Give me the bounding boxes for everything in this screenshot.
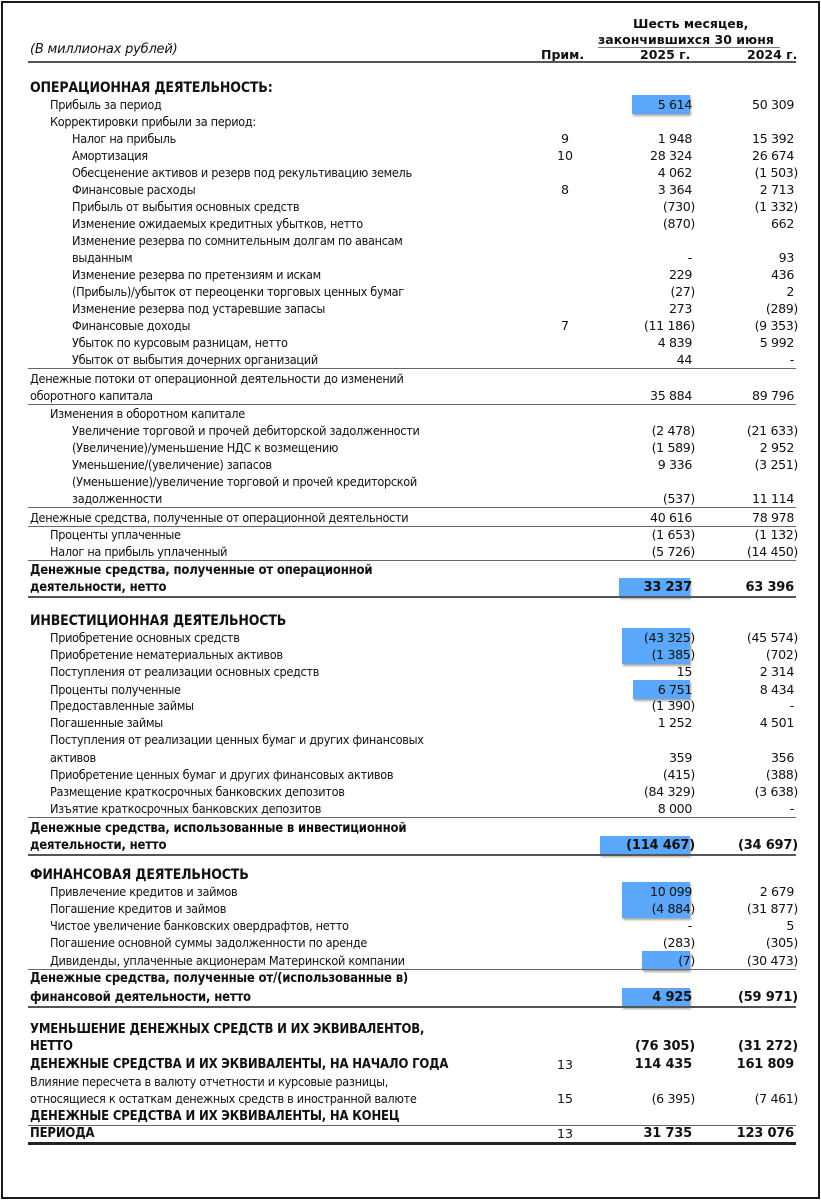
total-row bbox=[30, 1108, 796, 1125]
value-2024: 8 434 bbox=[759, 682, 794, 697]
value-2025: 9 336 bbox=[657, 457, 692, 472]
row-label: финансовой деятельности, нетто bbox=[30, 990, 251, 1005]
value-2025: 33 237 bbox=[643, 580, 692, 595]
row-label: Денежные средства, использованные в инвестиционной bbox=[30, 821, 407, 836]
value-2025: 1 252 bbox=[657, 715, 692, 730]
value-2025: 31 735 bbox=[643, 1126, 692, 1141]
value-2025: 4 062 bbox=[657, 165, 692, 180]
value-2024: 11 114 bbox=[752, 491, 794, 506]
value-2025: 4 839 bbox=[657, 335, 692, 350]
table-row bbox=[30, 113, 796, 130]
table-row bbox=[30, 800, 796, 817]
table-row bbox=[30, 422, 796, 439]
row-note: 13 bbox=[556, 1126, 574, 1141]
total-row bbox=[30, 1056, 796, 1073]
row-label: ДЕНЕЖНЫЕ СРЕДСТВА И ИХ ЭКВИВАЛЕНТЫ, НА НАЧАЛО ГОДА bbox=[30, 1057, 449, 1072]
table-row bbox=[30, 232, 796, 249]
table-row bbox=[30, 164, 796, 181]
row-label: Приобретение ценных бумаг и других финансовых активов bbox=[50, 767, 394, 782]
value-2024: 5 bbox=[786, 918, 794, 933]
row-label: Проценты полученные bbox=[50, 682, 181, 697]
table-row bbox=[30, 96, 796, 113]
table-row bbox=[30, 300, 796, 317]
row-label: Обесценение активов и резерв под рекультивацию земель bbox=[72, 165, 412, 180]
value-2024: 93 bbox=[778, 250, 794, 265]
value-2024: 356 bbox=[771, 750, 794, 765]
row-label: ФИНАНСОВАЯ ДЕЯТЕЛЬНОСТЬ bbox=[30, 867, 249, 883]
table-row bbox=[30, 543, 796, 560]
table-row bbox=[30, 370, 796, 387]
value-2024: (30 473) bbox=[746, 953, 798, 968]
row-label: Погашение основной суммы задолженности по аренде bbox=[50, 935, 368, 950]
row-label: Убыток от выбытия дочерних организаций bbox=[72, 352, 318, 367]
row-divider bbox=[28, 507, 796, 508]
row-label: Изъятие краткосрочных банковских депозитов bbox=[50, 801, 322, 816]
value-2025: 10 099 bbox=[650, 884, 692, 899]
period-header-line2: закончившихся 30 июня bbox=[598, 32, 780, 48]
value-2024: 26 674 bbox=[752, 148, 794, 163]
row-label: (Уменьшение)/увеличение торговой и прочей кредиторской bbox=[72, 474, 417, 489]
value-2024: 662 bbox=[771, 216, 794, 231]
row-label: Изменения в оборотном капитале bbox=[50, 406, 245, 421]
value-2024: (7 461) bbox=[754, 1091, 798, 1106]
row-label: Чистое увеличение банковских овердрафтов, нетто bbox=[50, 918, 349, 933]
value-2024: (14 450) bbox=[746, 544, 798, 559]
table-row bbox=[30, 900, 796, 917]
row-label: Изменение резерва под устаревшие запасы bbox=[72, 301, 326, 316]
value-2025: (43 325) bbox=[643, 630, 695, 645]
value-2024: 2 314 bbox=[759, 664, 794, 679]
value-2024: (21 633) bbox=[746, 423, 798, 438]
value-2024: (1 132) bbox=[754, 527, 798, 542]
value-2024: 2 679 bbox=[759, 884, 794, 899]
row-label: Проценты уплаченные bbox=[50, 527, 181, 542]
value-2025: (7) bbox=[678, 953, 695, 968]
value-2024: 2 952 bbox=[759, 440, 794, 455]
value-2025: (6 395) bbox=[651, 1091, 695, 1106]
row-label: Налог на прибыль уплаченный bbox=[50, 544, 228, 559]
value-2024: (31 877) bbox=[746, 901, 798, 916]
row-label: УМЕНЬШЕНИЕ ДЕНЕЖНЫХ СРЕДСТВ И ИХ ЭКВИВАЛЕНТОВ, bbox=[30, 1022, 425, 1037]
value-2025: 4 925 bbox=[652, 990, 692, 1005]
value-2025: 28 324 bbox=[650, 148, 692, 163]
row-label: Поступления от реализации основных средств bbox=[50, 664, 320, 679]
table-row bbox=[30, 266, 796, 283]
value-2025: (1 653) bbox=[651, 527, 695, 542]
value-2024: 63 396 bbox=[745, 580, 794, 595]
row-label: Корректировки прибыли за период: bbox=[50, 114, 256, 129]
total-row bbox=[30, 1021, 796, 1038]
table-row bbox=[30, 147, 796, 164]
row-label: Прибыль от выбытия основных средств bbox=[72, 199, 300, 214]
value-2025: - bbox=[687, 250, 692, 265]
row-divider bbox=[28, 596, 796, 598]
row-divider bbox=[28, 368, 796, 369]
row-label: Денежные потоки от операционной деятельности до изменений bbox=[30, 371, 404, 386]
row-label: Финансовые расходы bbox=[72, 182, 196, 197]
total-row bbox=[30, 1038, 796, 1055]
row-divider bbox=[28, 854, 796, 856]
value-2025: (1 385) bbox=[651, 647, 695, 662]
value-2024: (3 251) bbox=[754, 457, 798, 472]
table-row bbox=[30, 456, 796, 473]
table-row bbox=[30, 917, 796, 934]
table-row bbox=[30, 405, 796, 422]
row-label: активов bbox=[50, 750, 96, 765]
column-header-2025: 2025 г. bbox=[640, 47, 691, 62]
value-2025: (4 884) bbox=[651, 901, 695, 916]
value-2025: (1 589) bbox=[651, 440, 695, 455]
row-note: 10 bbox=[556, 148, 574, 163]
table-row bbox=[30, 697, 796, 714]
row-label: ДЕНЕЖНЫЕ СРЕДСТВА И ИХ ЭКВИВАЛЕНТЫ, НА КОНЕЦ bbox=[30, 1109, 400, 1124]
row-label: Приобретение основных средств bbox=[50, 630, 240, 645]
row-divider bbox=[28, 1006, 796, 1008]
row-label: ПЕРИОДА bbox=[30, 1126, 95, 1141]
value-2025: (114 467) bbox=[626, 838, 695, 853]
row-note: 8 bbox=[560, 182, 569, 197]
table-row bbox=[30, 629, 796, 646]
value-2024: - bbox=[789, 801, 794, 816]
table-row bbox=[30, 663, 796, 680]
value-2024: (34 697) bbox=[737, 838, 798, 853]
table-row bbox=[30, 317, 796, 334]
value-2024: (388) bbox=[765, 767, 798, 782]
row-label: деятельности, нетто bbox=[30, 838, 167, 853]
value-2025: (415) bbox=[662, 767, 695, 782]
value-2025: 359 bbox=[669, 750, 692, 765]
row-note: 15 bbox=[556, 1091, 574, 1106]
row-label: (Увеличение)/уменьшение НДС к возмещению bbox=[72, 440, 339, 455]
period-header-line1: Шесть месяцев, bbox=[633, 16, 749, 31]
value-2024: (9 353) bbox=[754, 318, 798, 333]
table-row bbox=[30, 351, 796, 368]
value-2025: 8 000 bbox=[657, 801, 692, 816]
total-row bbox=[30, 837, 796, 854]
table-row bbox=[30, 439, 796, 456]
value-2024: (305) bbox=[765, 935, 798, 950]
value-2025: (27) bbox=[670, 284, 695, 299]
table-row bbox=[30, 1073, 796, 1090]
table-row bbox=[30, 883, 796, 900]
table-row bbox=[30, 646, 796, 663]
table-row bbox=[30, 473, 796, 490]
value-2024: 15 392 bbox=[752, 131, 794, 146]
row-label: Дивиденды, уплаченные акционерам Материнской компании bbox=[50, 953, 405, 968]
value-2024: (45 574) bbox=[746, 630, 798, 645]
value-2025: 35 884 bbox=[650, 388, 692, 403]
value-2025: 114 435 bbox=[634, 1057, 692, 1072]
column-header-2024: 2024 г. bbox=[747, 47, 798, 62]
row-label: Погашение кредитов и займов bbox=[50, 901, 227, 916]
value-2025: (283) bbox=[662, 935, 695, 950]
value-2024: (1 503) bbox=[754, 165, 798, 180]
table-row bbox=[30, 766, 796, 783]
table-row bbox=[30, 526, 796, 543]
row-label: Привлечение кредитов и займов bbox=[50, 884, 238, 899]
value-2025: (76 305) bbox=[634, 1039, 695, 1054]
value-2025: (84 329) bbox=[643, 784, 695, 799]
row-label: Уменьшение/(увеличение) запасов bbox=[72, 457, 272, 472]
total-row bbox=[30, 989, 796, 1006]
row-label: Изменение ожидаемых кредитных убытков, нетто bbox=[72, 216, 363, 231]
row-label: Прибыль за период bbox=[50, 97, 162, 112]
row-label: Финансовые доходы bbox=[72, 318, 191, 333]
row-label: Погашенные займы bbox=[50, 715, 163, 730]
table-row bbox=[30, 130, 796, 147]
value-2024: 2 713 bbox=[759, 182, 794, 197]
value-2025: (1 390) bbox=[651, 698, 695, 713]
row-label: Увеличение торговой и прочей дебиторской задолженности bbox=[72, 423, 420, 438]
table-row bbox=[30, 249, 796, 266]
row-note: 7 bbox=[560, 318, 569, 333]
row-label: ОПЕРАЦИОННАЯ ДЕЯТЕЛЬНОСТЬ: bbox=[30, 80, 273, 96]
row-label: выданным bbox=[72, 250, 133, 265]
note-column-header: Прим. bbox=[541, 47, 585, 62]
row-label: Денежные средства, полученные от/(использованные в) bbox=[30, 971, 409, 986]
table-row bbox=[30, 934, 796, 951]
table-row bbox=[30, 681, 796, 698]
row-label: Денежные средства, полученные от операционной деятельности bbox=[30, 510, 409, 525]
value-2024: 50 309 bbox=[752, 97, 794, 112]
table-row bbox=[30, 952, 796, 969]
row-label: оборотного капитала bbox=[30, 388, 153, 403]
value-2024: 161 809 bbox=[736, 1057, 794, 1072]
row-divider bbox=[28, 1142, 796, 1145]
row-label: Убыток по курсовым разницам, нетто bbox=[72, 335, 288, 350]
row-label: ИНВЕСТИЦИОННАЯ ДЕЯТЕЛЬНОСТЬ bbox=[30, 613, 287, 629]
value-2025: (537) bbox=[662, 491, 695, 506]
value-2024: - bbox=[789, 698, 794, 713]
table-row bbox=[30, 490, 796, 507]
row-label: деятельности, нетто bbox=[30, 580, 167, 595]
row-label: Налог на прибыль bbox=[72, 131, 176, 146]
total-row bbox=[30, 970, 796, 987]
table-row bbox=[30, 334, 796, 351]
row-label: Размещение краткосрочных банковских депозитов bbox=[50, 784, 345, 799]
row-label: Изменение резерва по сомнительным долгам по авансам bbox=[72, 233, 403, 248]
table-row bbox=[30, 731, 796, 748]
value-2025: - bbox=[687, 918, 692, 933]
value-2025: (11 186) bbox=[643, 318, 695, 333]
table-row bbox=[30, 509, 796, 526]
value-2025: (870) bbox=[662, 216, 695, 231]
row-divider bbox=[28, 817, 796, 818]
value-2024: (289) bbox=[765, 301, 798, 316]
value-2024: (31 272) bbox=[737, 1039, 798, 1054]
table-row bbox=[30, 215, 796, 232]
value-2024: (1 332) bbox=[754, 199, 798, 214]
row-note: 9 bbox=[560, 131, 569, 146]
value-2024: 2 bbox=[786, 284, 794, 299]
total-row bbox=[30, 562, 796, 579]
value-2025: 40 616 bbox=[650, 510, 692, 525]
row-note: 13 bbox=[556, 1057, 574, 1072]
row-label: Денежные средства, полученные от операционной bbox=[30, 563, 373, 578]
row-label: (Прибыль)/убыток от переоценки торговых ценных бумаг bbox=[72, 284, 404, 299]
table-row bbox=[30, 714, 796, 731]
total-row bbox=[30, 579, 796, 596]
unit-label: (В миллионах рублей) bbox=[30, 42, 178, 57]
value-2025: 273 bbox=[669, 301, 692, 316]
table-row bbox=[30, 181, 796, 198]
row-divider bbox=[28, 560, 796, 561]
row-label: Предоставленные займы bbox=[50, 698, 194, 713]
value-2024: 5 992 bbox=[759, 335, 794, 350]
value-2025: 44 bbox=[676, 352, 692, 367]
value-2025: 15 bbox=[676, 664, 692, 679]
table-row bbox=[30, 283, 796, 300]
header-rule bbox=[28, 61, 796, 63]
value-2024: 78 978 bbox=[752, 510, 794, 525]
row-label: НЕТТО bbox=[30, 1039, 73, 1054]
row-label: Поступления от реализации ценных бумаг и других финансовых bbox=[50, 732, 424, 747]
value-2025: 1 948 bbox=[657, 131, 692, 146]
table-row bbox=[30, 387, 796, 404]
value-2024: 436 bbox=[771, 267, 794, 282]
row-label: Приобретение нематериальных активов bbox=[50, 647, 283, 662]
table-row bbox=[30, 1090, 796, 1107]
value-2025: (730) bbox=[662, 199, 695, 214]
table-row bbox=[30, 783, 796, 800]
row-label: Влияние пересчета в валюту отчетности и курсовые разницы, bbox=[30, 1074, 389, 1089]
value-2025: 3 364 bbox=[657, 182, 692, 197]
total-row bbox=[30, 1125, 796, 1142]
value-2024: - bbox=[789, 352, 794, 367]
row-label: Амортизация bbox=[72, 148, 148, 163]
total-row bbox=[30, 820, 796, 837]
row-label: относящиеся к остаткам денежных средств в иностранной валюте bbox=[30, 1091, 417, 1106]
value-2025: (5 726) bbox=[651, 544, 695, 559]
value-2024: (59 971) bbox=[737, 990, 798, 1005]
value-2025: (2 478) bbox=[651, 423, 695, 438]
row-label: Изменение резерва по претензиям и искам bbox=[72, 267, 321, 282]
value-2025: 229 bbox=[669, 267, 692, 282]
value-2025: 5 614 bbox=[657, 97, 692, 112]
value-2024: 123 076 bbox=[736, 1126, 794, 1141]
value-2024: (702) bbox=[765, 647, 798, 662]
row-label: задолженности bbox=[72, 491, 163, 506]
value-2024: 4 501 bbox=[759, 715, 794, 730]
table-row bbox=[30, 749, 796, 766]
value-2024: 89 796 bbox=[752, 388, 794, 403]
value-2024: (3 638) bbox=[754, 784, 798, 799]
value-2025: 6 751 bbox=[657, 682, 692, 697]
table-row bbox=[30, 198, 796, 215]
